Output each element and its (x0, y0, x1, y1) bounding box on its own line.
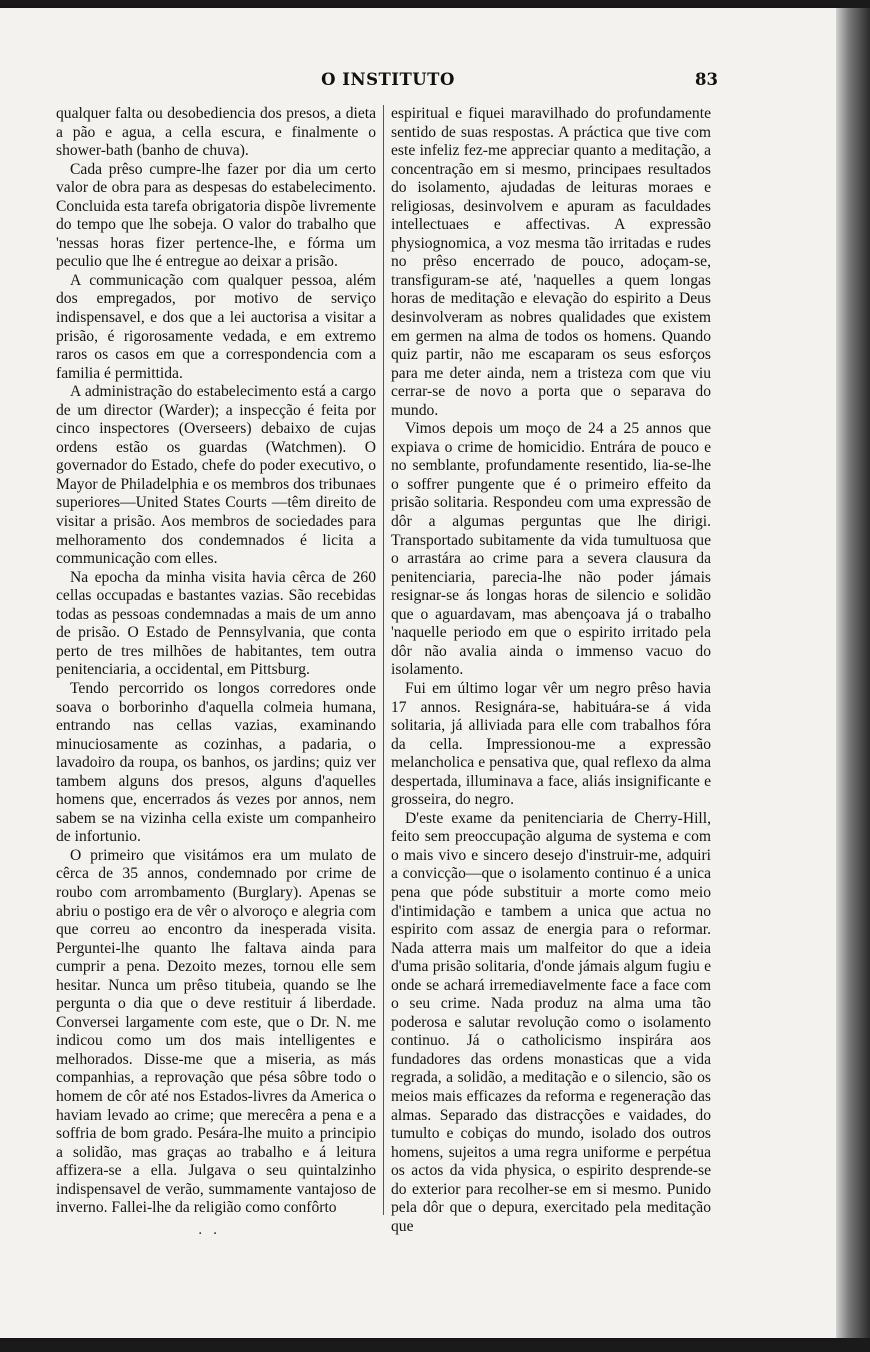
column-divider (383, 105, 384, 1215)
paragraph: Vimos depois um moço de 24 a 25 annos que expiava o crime de homicidio. Entrára de pouco e no semblante, profundamente resentido, lia-se-lhe o soffrer pungente que é o primeiro effeito da prisão solitaria. Respondeu com uma expressão de dôr a algumas perguntas que lhe dirigi. Transportado subitamente da vida tumultuosa que o arrastára ao crime para a severa clausura da penitenciaria, parecia-lhe não poder jámais resignar-se ás longas horas de silencio e solidão que o aguardavam, mas abençoava já o trabalho 'naquelle periodo em que o espirito irritado pela dôr não avalia ainda o immenso vacuo do isolamento. (391, 420, 711, 679)
book-spine (836, 8, 870, 1338)
journal-title: O INSTITUTO (321, 70, 455, 89)
paragraph: Cada prêso cumpre-lhe fazer por dia um certo valor de obra para as despesas do estabelecimento. Concluida esta tarefa obrigatoria dispõe livremente do tempo que lhe sobeja. O valor do trabalho que 'nessas horas fizer pertence-lhe, e fórma um peculio que lhe é entregue ao deixar a prisão. (56, 160, 376, 271)
paragraph: Fui em último logar vêr um negro prêso havia 17 annos. Resignára-se, habituára-se á vida solitaria, já alliviada para elle com trabalhos fóra da cella. Impressionou-me a expressão melancholica e pensativa que, qual reflexo da alma despertada, illuminava a face, aliás insignificante e grosseira, do negro. (391, 679, 711, 809)
paragraph: A communicação com qualquer pessoa, além dos empregados, por motivo de serviço indispensavel, e dos que a lei auctorisa a visitar a prisão, é rigorosamente vedada, e em extremo raros os casos em que a correspondencia com a familia é permittida. (56, 271, 376, 382)
paragraph: Na epocha da minha visita havia cêrca de 260 cellas occupadas e bastantes vazias. São recebidas todas as pessoas condemnadas a mais de um anno de prisão. O Estado de Pennsylvania, que conta perto de tres milhões de habitantes, tem outra penitenciaria, a occidental, em Pittsburg. (56, 568, 376, 679)
paragraph: espiritual e fiquei maravilhado do profundamente sentido de suas respostas. A práctica que tive com este infeliz fez-me appreciar quanto a meditação, a concentração em si mesmo, principaes resultados do isolamento, ajudadas de leituras moraes e religiosas, desinvolvem e apuram as faculdades intellectuaes e affectivas. A expressão physiognomica, a voz mesma tão irritadas e rudes no prêso encerrado de pouco, adoçam-se, transfiguram-se até, 'naquelles a quem longas horas de meditação e elevação do espirito a Deus desinvolveram as nobres qualidades que existem em germen na alma de todos os homens. Quando quiz partir, não me escaparam os seus esforços para me deter ainda, nem a tristeza com que viu cerrar-se de novo a porta que o separava do mundo. (391, 105, 711, 419)
paragraph: O primeiro que visitámos era um mulato de cêrca de 35 annos, condemnado por crime de roubo com arrombamento (Burglary). Apenas se abriu o postigo era de vêr o alvoroço e alegria com que correu ao encontro da inesperada visita. Perguntei-lhe quanto lhe faltava ainda para cumprir a pena. Dezoito mezes, tornou elle sem hesitar. Nunca um prêso titubeia, quando se lhe pergunta o dia que o deve restituir á liberdade. Conversei largamente com este, que o Dr. N. me indicou como um dos mais intelligentes e melhorados. Disse-me que a miseria, as más companhias, a reprovação que pésa sôbre todo o homem de côr até nos Estados-livres da America o haviam levado ao crime; que merecêra a pena e a soffria de bom grado. Pesára-lhe muito a principio a solidão, mas graças ao trabalho e á leitura affizera-se a ella. Julgava o seu quintalzinho indispensavel de verão, summamente vantajoso de inverno. Fallei-lhe da religião como confôrto (56, 846, 376, 1217)
paragraph: Tendo percorrido os longos corredores onde soava o borborinho d'aquella colmeia humana, entrando nas cellas vazias, examinando minuciosamente as cozinhas, a padaria, o lavadoiro da roupa, os banhos, os jardins; quiz ver tambem alguns dos presos, alguns d'aquelles homens que, encerrados ás vezes por annos, nem sabem se na vizinha cella existe um companheiro de infortunio. (56, 679, 376, 846)
paragraph: qualquer falta ou desobediencia dos presos, a dieta a pão e agua, a cella escura, e finalmente o shower-bath (banho de chuva). (56, 105, 376, 160)
left-column (56, 105, 376, 1215)
running-header (58, 70, 718, 98)
paragraph: A administração do estabelecimento está a cargo de um director (Warder); a inspecção é feita por cinco inspectores (Overseers) debaixo de cujas ordens estão os guardas (Watchmen). O governador do Estado, chefe do poder executivo, o Mayor de Philadelphia e os membros dos tribunaes superiores—United States Courts —têm direito de visitar a prisão. Aos membros de sociedades para melhoramento dos condemnados é licita a communicação com elles. (56, 383, 376, 568)
page-number: 83 (695, 70, 718, 89)
footer-mark: . . (198, 1222, 221, 1238)
paragraph: D'este exame da penitenciaria de Cherry-Hill, feito sem preoccupação alguma de systema e com o mais vivo e sincero desejo d'instruir-me, adquiri a convicção—que o isolamento continuo é a unica pena que póde substituir a morte como meio d'intimidação e tambem a unica que actua no espirito com assaz de energia para o reformar. Nada atterra mais um malfeitor do que a ideia d'uma prisão solitaria, d'onde jámais algum fugiu e onde se achará irremediavelmente face a face com o seu crime. Nada produz na alma uma tão poderosa e salutar revolução como o isolamento continuo. Já o catholicismo inspirára aos fundadores das ordens monasticas que a vida regrada, a solidão, a meditação e o silencio, são os meios mais efficazes da reforma e regeneração das almas. Separado das distracções e vaidades, do tumulto e cobiças do mundo, isolado dos outros homens, sujeitos a uma regra uniforme e perpétua os actos da vida physica, o espirito desprende-se do exterior para recolher-se em si mesmo. Punido pela dôr que o depura, exercitado pela meditação que (391, 809, 711, 1235)
right-column (391, 105, 711, 1235)
